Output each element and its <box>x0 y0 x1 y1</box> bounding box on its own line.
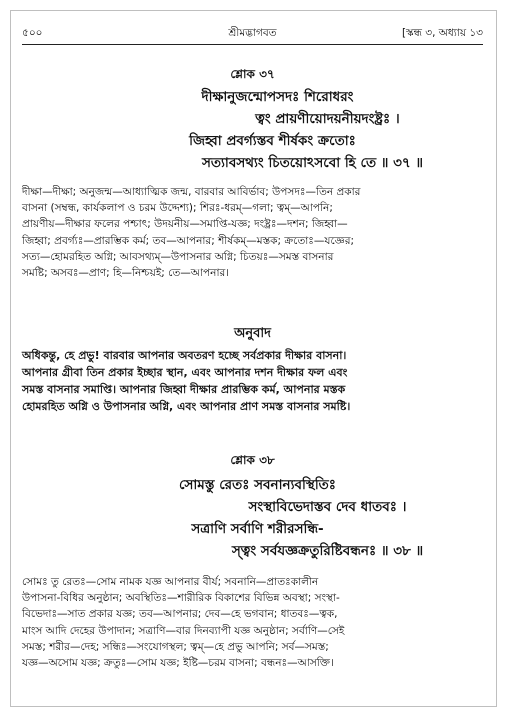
translation-heading: অনুবাদ <box>234 326 271 341</box>
verse-37-line-1: দীক্ষানুজন্মোপসদঃ শিরোধরং <box>201 89 354 105</box>
synonym-line: প্রায়ণীয়—দীক্ষার ফলের পশ্চাৎ; উদয়নীয়—সমাপ্তি-যজ্ঞ; দংষ্ট্রঃ—দশন; জিহ্বা— <box>22 218 348 231</box>
verse-37-line-2: ত্বং প্রায়ণীয়োদয়নীয়দংষ্ট্রঃ । <box>255 111 400 127</box>
verse-37-label: শ্লোক ৩৭ <box>230 67 275 81</box>
synonym-line: বিভেদাঃ—সাত প্রকার যজ্ঞ; তব—আপনার; দেব—হে ভগবান; ধাতবঃ—ত্বক, <box>22 608 338 621</box>
verse-38-line-2: সংস্থাবিভেদাস্তব দেব ধাতবঃ । <box>248 499 407 515</box>
verse-37-synonyms <box>22 184 483 281</box>
verse-37-translation <box>22 347 483 415</box>
page-number: ৫০০ <box>22 27 43 39</box>
section-reference: [স্কন্ধ ৩, অধ্যায় ১৩ <box>401 27 483 39</box>
synonym-line: উপাসনা-বিধির অনুষ্ঠান; অবস্থিতিঃ—শারীরিক বিকাশের বিভিন্ন অবস্থা; সংস্থা- <box>22 592 340 605</box>
synonym-line: সমস্ত; শরীর—দেহ; সন্ধিঃ—সংযোগস্থল; ত্বম্—হে প্রভু আপনি; সর্ব—সমস্ত; <box>22 640 329 653</box>
translation-line: সমস্ত বাসনার সমাপ্তি। আপনার জিহ্বা দীক্ষার প্রারম্ভিক কর্ম, আপনার মস্তক <box>22 383 346 396</box>
synonym-line: বাসনা (সম্বন্ধ, কার্যকলাপ ও চরম উদ্দেশ্য); শিরঃ-ধরম্—গলা; ত্বম্—আপনি; <box>22 202 333 215</box>
verse-38-label: শ্লোক ৩৮ <box>230 453 275 467</box>
synonym-line: সোমঃ তু রেতঃ—সোম নামক যজ্ঞ আপনার বীর্য; সবনানি—প্রাতঃকালীন <box>22 576 319 588</box>
book-title: শ্রীমদ্ভাগবত <box>228 27 277 39</box>
translation-line: হোমরহিত অগ্নি ও উপাসনার অগ্নি, এবং আপনার প্রাণ সমস্ত বাসনার সমষ্টি। <box>22 400 351 413</box>
synonym-line: মাংস আদি দেহের উপাদান; সত্রাণি—বার দিনব্যাপী যজ্ঞ অনুষ্ঠান; সর্বাণি—সেই <box>22 624 345 637</box>
verse-38-line-3: সত্রাণি সর্বাণি শরীরসন্ধি- <box>191 521 324 537</box>
verse-37-line-3: জিহ্বা প্রবর্গ্যস্তব শীর্ষকং ক্রতোঃ <box>189 133 356 149</box>
synonym-line: দীক্ষা—দীক্ষা; অনুজন্ম—আধ্যাত্মিক জন্ম, বারবার আবির্ভাব; উপসদঃ—তিন প্রকার <box>22 186 361 198</box>
synonym-line: সমষ্টি; অসবঃ—প্রাণ; হি—নিশ্চয়ই; তে—আপনার। <box>22 267 230 280</box>
translation-line: অধিকন্তু, হে প্রভু! বারবার আপনার অবতরণ হচ্ছে সর্বপ্রকার দীক্ষার বাসনা। <box>22 349 347 362</box>
verse-38-synonyms <box>22 574 483 671</box>
verse-37-line-4: সত্যাবসথ্যং চিতয়োঽসবো হি তে ॥ ৩৭ ॥ <box>201 155 424 171</box>
verse-38-line-1: সোমস্তু রেতঃ সবনান্যবস্থিতিঃ <box>178 477 337 493</box>
header-rule <box>22 44 483 45</box>
synonym-line: সত্য—হোমরহিত অগ্নি; আবসথ্যম্—উপাসনার অগ্নি; চিতয়ঃ—সমস্ত বাসনার <box>22 250 334 263</box>
synonym-line: যজ্ঞ—অসোম যজ্ঞ; ক্রতুঃ—সোম যজ্ঞ; ইষ্টি—চরম বাসনা; বন্ধনঃ—আসক্তি। <box>22 657 334 670</box>
verse-38-line-4: স্ত্বং সর্বযজ্ঞক্রতুরিষ্টিবন্ধনঃ ॥ ৩৮ ॥ <box>231 543 424 559</box>
running-header <box>22 24 483 44</box>
synonym-line: জিহ্বা; প্রবর্গ্যঃ—প্রারম্ভিক কর্ম; তব—আপনার; শীর্ষকম্—মস্তক; ক্রতোঃ—যজ্ঞের; <box>22 234 355 247</box>
translation-line: আপনার গ্রীবা তিন প্রকার ইচ্ছার স্থান, এবং আপনার দশন দীক্ষার ফল এবং <box>22 366 348 379</box>
